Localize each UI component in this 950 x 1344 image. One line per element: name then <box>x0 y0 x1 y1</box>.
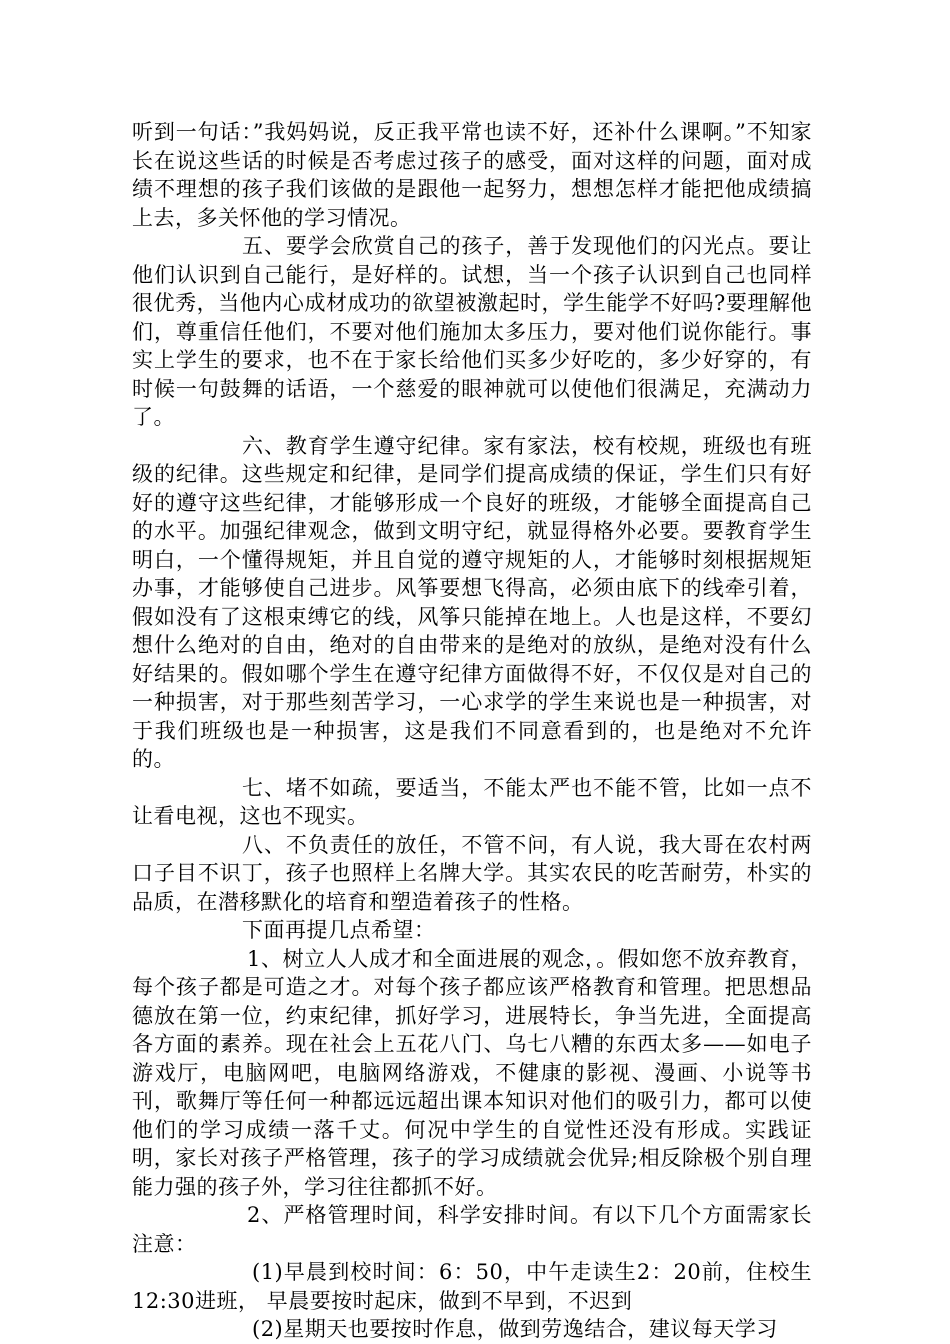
paragraph-point-six: 六、教育学生遵守纪律。家有家法，校有校规，班级也有班级的纪律。这些规定和纪律，是同学们提高成绩的保证，学生们只有好好的遵守这些纪律，才能够形成一个良好的班级，才能够全面提高自己的水平。加强纪律观念，做到文明守纪，就显得格外必要。要教育学生明白，一个懂得规矩，并且自觉的遵守规矩的人，才能够时刻根据规矩办事，才能够使自己进步。风筝要想飞得高，必须由底下的线牵引着，假如没有了这根束缚它的线，风筝只能掉在地上。人也是这样，不要幻想什么绝对的自由，绝对的自由带来的是绝对的放纵，是绝对没有什么好结果的。假如哪个学生在遵守纪律方面做得不好，不仅仅是对自己的一种损害，对于那些刻苦学习，一心求学的学生来说也是一种损害，对于我们班级也是一种损害，这是我们不同意看到的，也是绝对不允许的。 <box>132 433 812 771</box>
paragraph-hopes-heading: 下面再提几点希望： <box>242 918 436 942</box>
paragraph-hope-two: 2、严格管理时间，科学安排时间。有以下几个方面需家长注意： <box>132 1203 812 1256</box>
paragraph-point-seven: 七、堵不如疏，要适当，不能太严也不能不管，比如一点不让看电视，这也不现实。 <box>132 775 812 828</box>
paragraph-point-five: 五、要学会欣赏自己的孩子，善于发现他们的闪光点。要让他们认识到自己能行，是好样的。试想，当一个孩子认识到自己也同样很优秀，当他内心成材成功的欲望被激起时，学生能学不好吗?要理解他们，尊重信任他们，不要对他们施加太多压力，要对他们说你能行。事实上学生的要求，也不在于家长给他们买多少好吃的，多少好穿的，有时候一句鼓舞的话语，一个慈爱的眼神就可以使他们很满足，充满动力了。 <box>132 234 812 429</box>
paragraph-sub-item-two: (2)星期天也要按时作息，做到劳逸结合，建议每天学习 <box>252 1317 778 1341</box>
paragraph-sub-item-one: (1)早晨到校时间：6：50，中午走读生2：20前，住校生12:30进班， 早晨要按时起床，做到不早到，不迟到 <box>132 1260 812 1313</box>
paragraph-continuation: 听到一句话：”我妈妈说，反正我平常也读不好，还补什么课啊。”不知家长在说这些话的时候是否考虑过孩子的感受，面对这样的问题，面对成绩不理想的孩子我们该做的是跟他一起努力，想想怎样才能把他成绩搞上去，多关怀他的学习情况。 <box>132 120 812 230</box>
document-body <box>132 118 812 1344</box>
paragraph-point-eight: 八、不负责任的放任，不管不问，有人说，我大哥在农村两口子目不识丁，孩子也照样上名牌大学。其实农民的吃苦耐劳，朴实的品质，在潜移默化的培育和塑造着孩子的性格。 <box>132 832 812 914</box>
paragraph-hope-one: 1、树立人人成才和全面进展的观念，。假如您不放弃教育，每个孩子都是可造之才。对每个孩子都应该严格教育和管理。把思想品德放在第一位，约束纪律，抓好学习，进展特长，争当先进，全面提高各方面的素养。现在社会上五花八门、乌七八糟的东西太多——如电子游戏厅，电脑网吧，电脑网络游戏，不健康的影视、漫画、小说等书刊，歌舞厅等任何一种都远远超出课本知识对他们的吸引力，都可以使他们的学习成绩一落千丈。何况中学生的自觉性还没有形成。实践证明，家长对孩子严格管理，孩子的学习成绩就会优异;相反除极个别自理能力强的孩子外，学习往往都抓不好。 <box>132 946 812 1199</box>
